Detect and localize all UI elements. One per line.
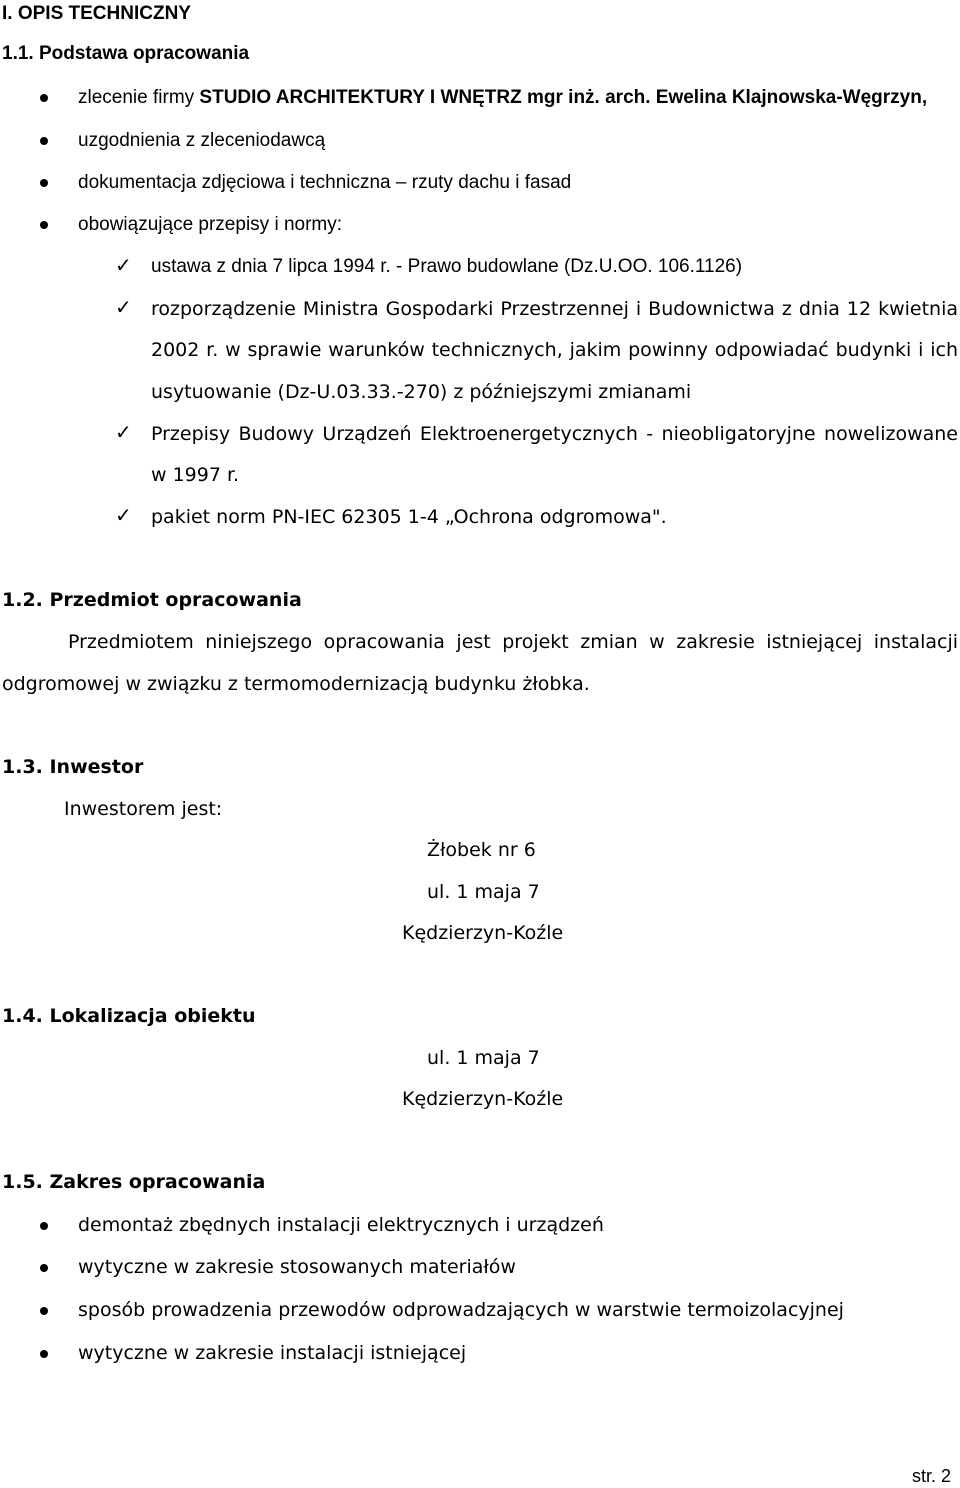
list-item: dokumentacja zdjęciowa i techniczna – rzuty dachu i fasad [78,172,572,193]
norm-item: pakiet norm PN-IEC 62305 1-4 „Ochrona odgromowa". [151,506,667,528]
checkmark-icon: ✓ [115,253,132,277]
section-title: I. OPIS TECHNICZNY [2,3,191,24]
bullet-dot [40,221,48,229]
location-city: Kędzierzyn-Koźle [402,1088,564,1110]
investor-city: Kędzierzyn-Koźle [402,922,564,944]
subject-paragraph-line: Przedmiotem niniejszego opracowania jest projekt zmian w zakresie istniejącej instalacji [68,631,958,653]
investor-street: ul. 1 maja 7 [427,881,540,903]
heading-1-2: 1.2. Przedmiot opracowania [2,589,302,611]
list-item: sposób prowadzenia przewodów odprowadzających w warstwie termoizolacyjnej [78,1299,844,1321]
location-street: ul. 1 maja 7 [427,1047,540,1069]
norm-item: ustawa z dnia 7 lipca 1994 r. - Prawo budowlane (Dz.U.OO. 106.1126) [151,256,743,277]
checkmark-icon: ✓ [115,503,132,527]
list-item: obowiązujące przepisy i normy: [78,214,343,235]
list-item: uzgodnienia z zleceniodawcą [78,130,326,151]
norm-item: rozporządzenie Ministra Gospodarki Przestrzennej i Budownictwa z dnia 12 kwietnia [151,298,958,320]
norm-item-continued: usytuowanie (Dz-U.03.33.-270) z późniejszymi zmianami [151,381,692,403]
page-number: str. 2 [912,1466,952,1486]
bullet-dot [40,1264,48,1272]
list-item: wytyczne w zakresie stosowanych materiałów [78,1256,516,1278]
checkmark-icon: ✓ [115,295,132,319]
subject-paragraph-line: odgromowej w związku z termomodernizacją budynku żłobka. [2,673,590,695]
checkmark-icon: ✓ [115,420,132,444]
heading-1-5: 1.5. Zakres opracowania [2,1171,266,1193]
list-item: zlecenie firmy STUDIO ARCHITEKTURY I WNĘTRZ mgr inż. arch. Ewelina Klajnowska-Węgrzyn, [78,87,928,108]
bullet-dot [40,179,48,187]
list-item: demontaż zbędnych instalacji elektrycznych i urządzeń [78,1214,604,1236]
norm-item-continued: 2002 r. w sprawie warunków technicznych, jakim powinny odpowiadać budynki i ich [151,339,958,361]
norm-item: Przepisy Budowy Urządzeń Elektroenergetycznych - nieobligatoryjne nowelizowane [151,423,958,445]
bullet-dot [40,137,48,145]
heading-1-3: 1.3. Inwestor [2,756,144,778]
investor-name: Żłobek nr 6 [427,839,536,861]
list-item: wytyczne w zakresie instalacji istniejącej [78,1342,467,1364]
bullet-dot [40,1350,48,1358]
heading-1-4: 1.4. Lokalizacja obiektu [2,1005,256,1027]
heading-1-1: 1.1. Podstawa opracowania [2,43,250,64]
bullet-dot [40,1307,48,1315]
bullet-dot [40,1222,48,1230]
bullet-dot [40,94,48,102]
investor-intro: Inwestorem jest: [64,798,223,820]
norm-item-continued: w 1997 r. [151,464,240,486]
